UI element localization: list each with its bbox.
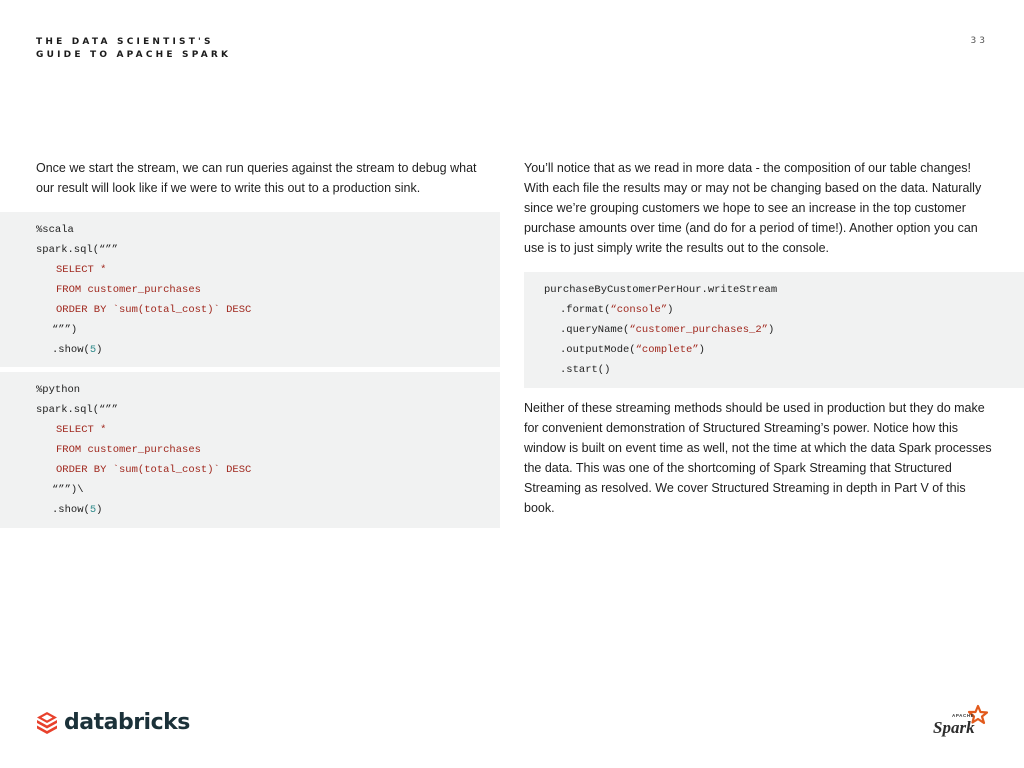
spark-apache-label: APACHE <box>952 713 975 718</box>
code-block-python <box>0 372 500 528</box>
code-line: ORDER BY `sum(total_cost)` DESC <box>56 464 252 476</box>
code-line: purchaseByCustomerPerHour.writeStream <box>544 284 778 296</box>
code-line: “””) <box>52 324 78 336</box>
code-line: .start() <box>560 364 611 376</box>
code-line: .queryName(“customer_purchases_2”) <box>560 324 775 336</box>
apache-spark-logo <box>932 704 990 738</box>
page-number: 33 <box>970 36 988 46</box>
code-line: FROM customer_purchases <box>56 444 201 456</box>
code-line: spark.sql(“”” <box>36 244 118 256</box>
code-block-writestream <box>524 272 1024 388</box>
code-line: spark.sql(“”” <box>36 404 118 416</box>
code-line: .outputMode(“complete”) <box>560 344 705 356</box>
document-title-line2: GUIDE TO APACHE SPARK <box>36 50 232 60</box>
code-block-scala <box>0 212 500 367</box>
code-line: %python <box>36 384 81 396</box>
databricks-logo <box>36 710 190 735</box>
code-line: .format(“console”) <box>560 304 674 316</box>
code-line: “””)\ <box>52 484 84 496</box>
code-line: SELECT * <box>56 424 107 436</box>
conclusion-paragraph: Neither of these streaming methods should be used in production but they do make for convenient demonstration of Structured Streaming’s power. Notice how this window is built on event time as well, not the time at which the data Spark processes the data. This was one of the shortcoming of Spark Streaming that Structured Streaming as resolved. We cover Structured Streaming in depth in Part V of this book. <box>524 401 992 515</box>
code-line: .show(5) <box>52 504 103 516</box>
code-line: .show(5) <box>52 344 103 356</box>
document-title <box>36 36 231 62</box>
intro-paragraph: Once we start the stream, we can run queries against the stream to debug what our result will look like if we were to write this out to a production sink. <box>36 161 477 195</box>
code-line: ORDER BY `sum(total_cost)` DESC <box>56 304 252 316</box>
spark-wordmark: Spark <box>933 718 975 737</box>
code-line: %scala <box>36 224 74 236</box>
explanation-paragraph: You’ll notice that as we read in more data - the composition of our table changes! With each file the results may or may not be changing based on the data. Naturally since we’re grouping customers we hope to see an increase in the top customer purchase amounts over time (and do for a period of time!). Another option you can use is to just simply write the results out to the console. <box>524 161 982 255</box>
document-title-line1: THE DATA SCIENTIST'S <box>36 37 214 47</box>
code-line: SELECT * <box>56 264 107 276</box>
databricks-wordmark: databricks <box>64 710 190 735</box>
code-line: FROM customer_purchases <box>56 284 201 296</box>
databricks-logo-icon <box>36 711 58 735</box>
